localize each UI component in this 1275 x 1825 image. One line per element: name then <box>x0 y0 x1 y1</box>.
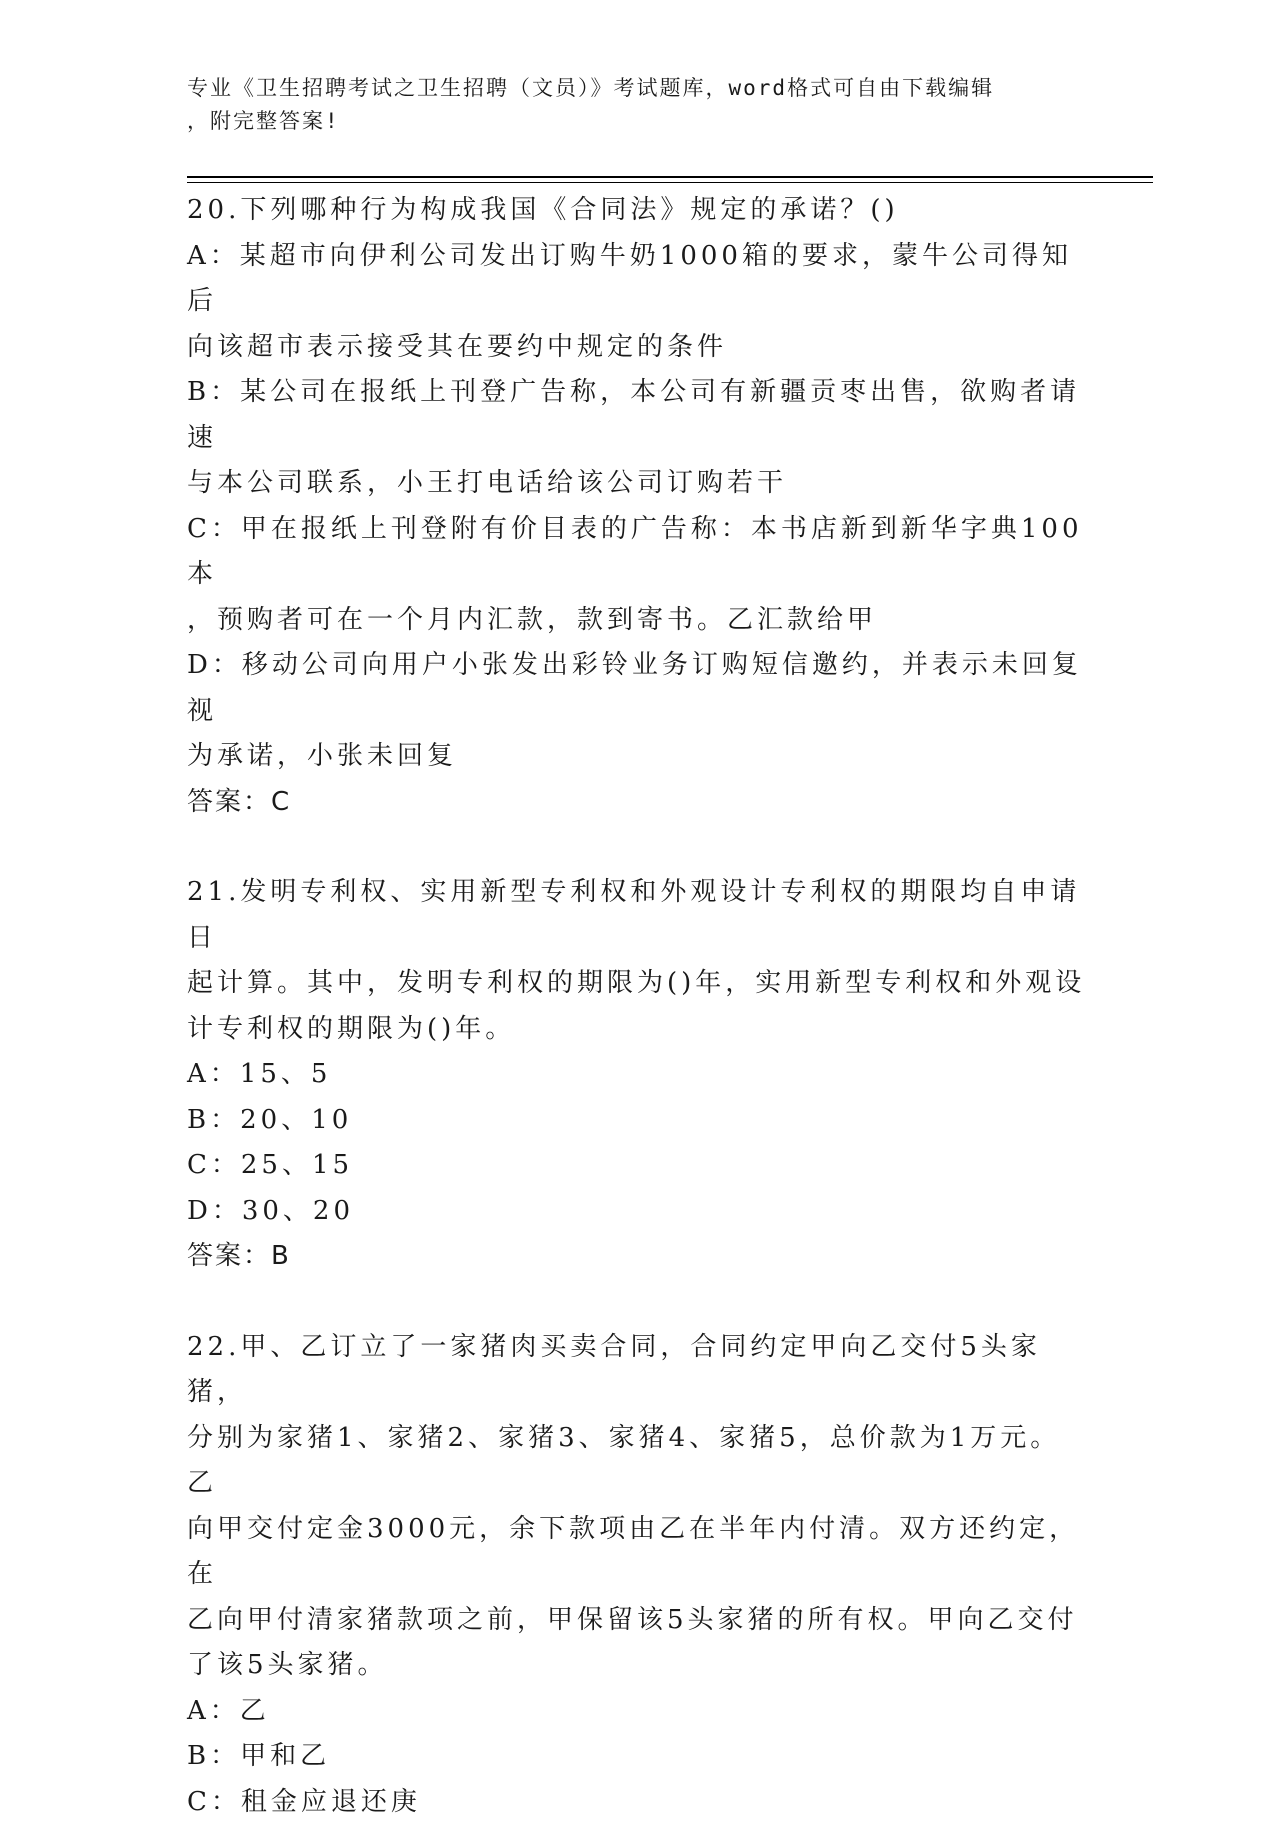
option-d: D：30、20 <box>187 1189 1087 1235</box>
header-rule-thin <box>187 182 1153 183</box>
document-header <box>187 72 1067 138</box>
option-b: B：甲和乙 <box>187 1734 1087 1780</box>
question-stem: 20.下列哪种行为构成我国《合同法》规定的承诺？() <box>187 188 1087 234</box>
question-stem-cont: 向甲交付定金3000元，余下款项由乙在半年内付清。双方还约定，在 <box>187 1507 1087 1598</box>
option-d: D：移动公司向用户小张发出彩铃业务订购短信邀约，并表示未回复视 <box>187 643 1087 734</box>
question-stem-cont: 了该5头家猪。 <box>187 1643 1087 1689</box>
answer-label: 答案：C <box>187 780 1087 826</box>
question-stem-cont: 起计算。其中，发明专利权的期限为()年，实用新型专利权和外观设 <box>187 961 1087 1007</box>
question-stem-cont: 计专利权的期限为()年。 <box>187 1007 1087 1053</box>
answer-label: 答案：B <box>187 1234 1087 1280</box>
question-20 <box>187 188 1087 825</box>
question-22 <box>187 1325 1087 1825</box>
header-rule-thick <box>187 176 1153 178</box>
option-d-cont: 为承诺，小张未回复 <box>187 734 1087 780</box>
option-a: A：15、5 <box>187 1052 1087 1098</box>
option-b: B：某公司在报纸上刊登广告称，本公司有新疆贡枣出售，欲购者请速 <box>187 370 1087 461</box>
option-c-cont: ，预购者可在一个月内汇款，款到寄书。乙汇款给甲 <box>187 598 1087 644</box>
question-stem-cont: 乙向甲付清家猪款项之前，甲保留该5头家猪的所有权。甲向乙交付 <box>187 1598 1087 1644</box>
option-c: C：25、15 <box>187 1143 1087 1189</box>
question-list <box>187 188 1087 1825</box>
option-a: A：某超市向伊利公司发出订购牛奶1000箱的要求，蒙牛公司得知后 <box>187 234 1087 325</box>
header-line-1: 专业《卫生招聘考试之卫生招聘（文员）》考试题库，word格式可自由下载编辑 <box>187 72 1067 105</box>
option-a: A：乙 <box>187 1689 1087 1735</box>
option-c: C：甲在报纸上刊登附有价目表的广告称：本书店新到新华字典100本 <box>187 507 1087 598</box>
question-21 <box>187 870 1087 1280</box>
option-b: B：20、10 <box>187 1098 1087 1144</box>
question-stem-cont: 分别为家猪1、家猪2、家猪3、家猪4、家猪5，总价款为1万元。乙 <box>187 1416 1087 1507</box>
question-stem: 22.甲、乙订立了一家猪肉买卖合同，合同约定甲向乙交付5头家猪， <box>187 1325 1087 1416</box>
option-a-cont: 向该超市表示接受其在要约中规定的条件 <box>187 325 1087 371</box>
option-b-cont: 与本公司联系，小王打电话给该公司订购若干 <box>187 461 1087 507</box>
question-stem: 21.发明专利权、实用新型专利权和外观设计专利权的期限均自申请日 <box>187 870 1087 961</box>
header-line-2: ，附完整答案! <box>187 105 1067 138</box>
option-c: C：租金应退还庚 <box>187 1780 1087 1825</box>
